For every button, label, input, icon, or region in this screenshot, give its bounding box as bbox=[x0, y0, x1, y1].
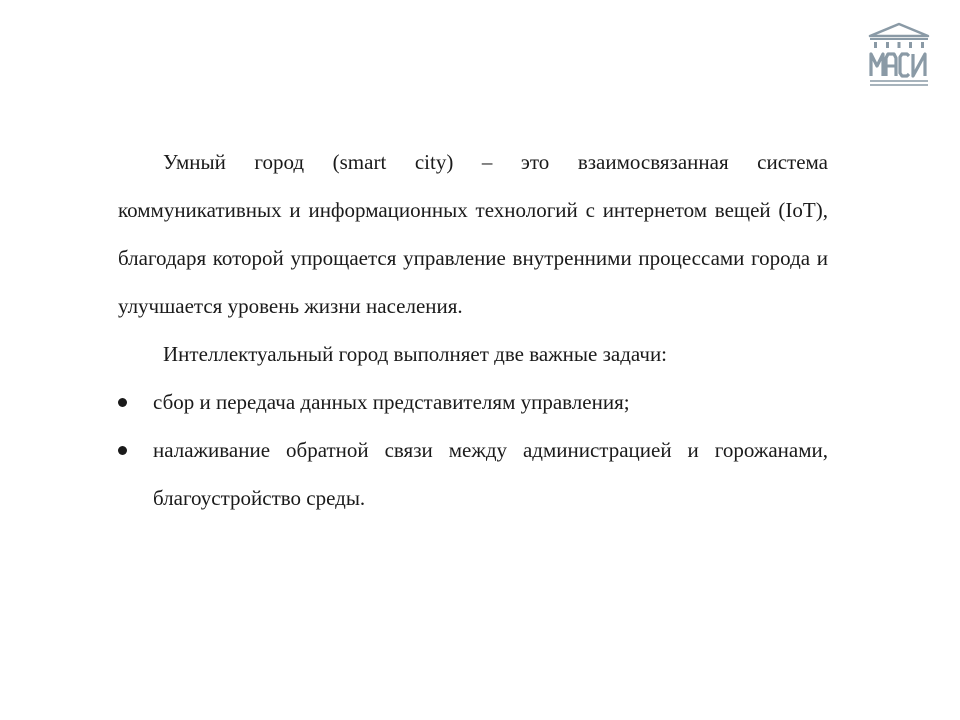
bullet-icon bbox=[118, 446, 127, 455]
list-item-text: налаживание обратной связи между администрацией и горожанами, благоустройство среды. bbox=[153, 438, 828, 510]
bullet-icon bbox=[118, 398, 127, 407]
slide-content bbox=[118, 138, 828, 522]
tasks-list bbox=[118, 378, 828, 522]
definition-paragraph: Умный город (smart city) – это взаимосвязанная система коммуникативных и информационных технологий с интернетом вещей (IoT), благодаря которой упрощается управление внутренними процессами города и улучшается уровень жизни населения. bbox=[118, 150, 828, 318]
list-item-text: сбор и передача данных представителям управления; bbox=[153, 390, 630, 414]
masi-logo bbox=[866, 22, 932, 90]
tasks-intro-paragraph: Интеллектуальный город выполняет две важные задачи: bbox=[163, 342, 668, 366]
list-item bbox=[118, 378, 828, 426]
list-item bbox=[118, 426, 828, 522]
